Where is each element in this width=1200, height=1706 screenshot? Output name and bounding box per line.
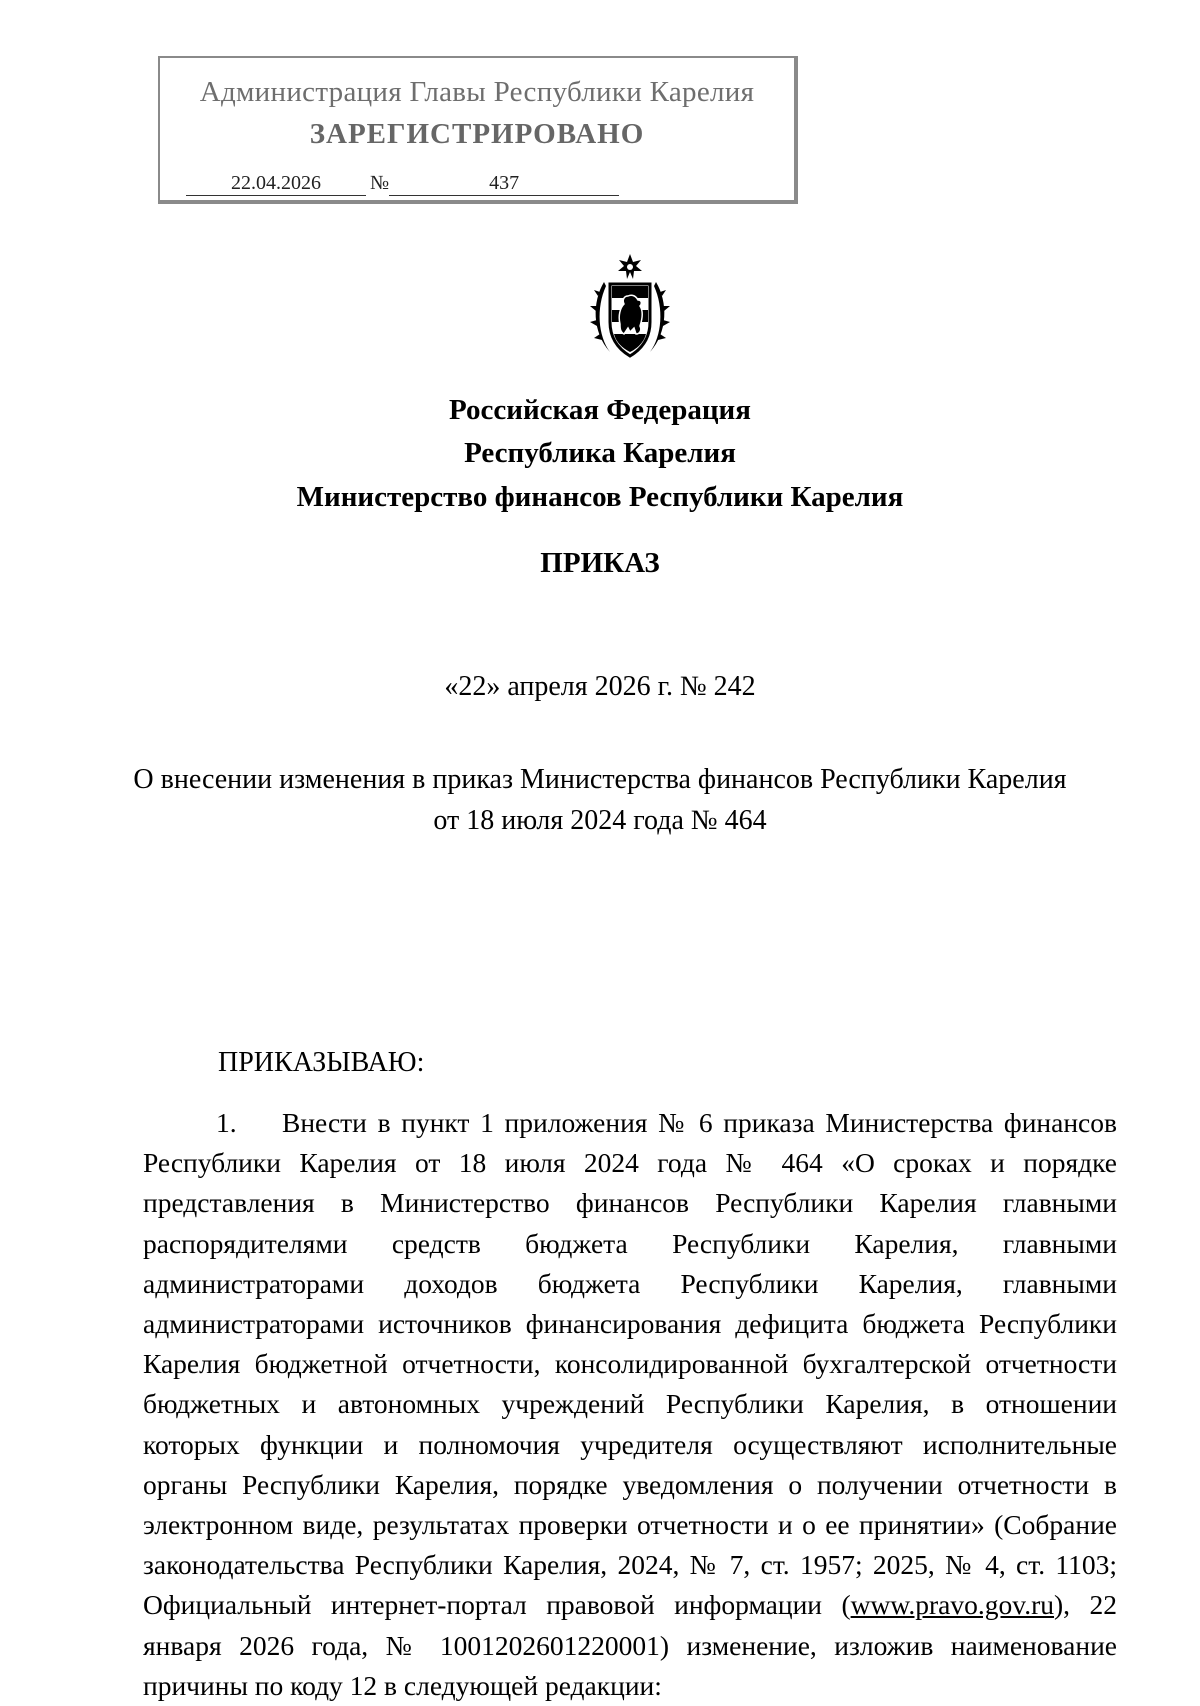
item-number: 1. <box>216 1107 237 1138</box>
item-text-part-2: ), 22 января 2026 года, № 1001202601220001) изменение, изложив наименование причины по коду 12 в следующей редакции: <box>143 1589 1117 1701</box>
registration-stamp <box>158 56 798 204</box>
document-type-title: ПРИКАЗ <box>540 547 660 579</box>
karelia-coat-of-arms-icon <box>584 252 676 364</box>
stamp-number: 437 <box>389 172 619 196</box>
stamp-authority: Администрация Главы Республики Карелия <box>199 76 755 108</box>
stamp-registration-line <box>186 172 619 196</box>
order-word: ПРИКАЗЫВАЮ: <box>218 1047 425 1078</box>
stamp-date: 22.04.2026 <box>186 172 366 196</box>
order-date-number: «22» апреля 2026 г. № 242 <box>444 671 756 702</box>
pravo-link[interactable]: www.pravo.gov.ru <box>850 1589 1055 1621</box>
header-ministry: Министерство финансов Республики Карелия <box>296 481 904 513</box>
header-country: Российская Федерация <box>449 394 751 426</box>
subject-line-1: О внесении изменения в приказ Министерства финансов Республики Карелия <box>133 764 1067 795</box>
item-text-part-1: Внести в пункт 1 приложения № 6 приказа Министерства финансов Республики Карелия от 18 июля 2024 года № 464 «О сроках и порядке представления в Министерство финансов Республики Карелия главными распорядителями средств бюджета Республики Карелия, главными администраторами доходов бюджета Республики Карелия, главными администраторами источников финансирования дефицита бюджета Республики Карелия бюджетной отчетности, консолидированной бухгалтерской отчетности бюджетных и автономных учреждений Республики Карелия, в отношении которых функции и полномочия учредителя осуществляют исполнительные органы Республики Карелия, порядке уведомления о получении отчетности в электронном виде, результатах проверки отчетности и о ее принятии» (Собрание законодательства Республики Карелия, 2024, № 7, ст. 1957; 2025, № 4, ст. 1103; Официальный интернет-портал правовой информации ( <box>143 1107 1117 1621</box>
stamp-number-label: № <box>370 172 390 194</box>
item-1-paragraph <box>143 1103 1117 1706</box>
header-republic: Республика Карелия <box>464 437 736 469</box>
stamp-status: ЗАРЕГИСТРИРОВАНО <box>309 118 645 150</box>
subject-line-2: от 18 июля 2024 года № 464 <box>433 805 767 836</box>
